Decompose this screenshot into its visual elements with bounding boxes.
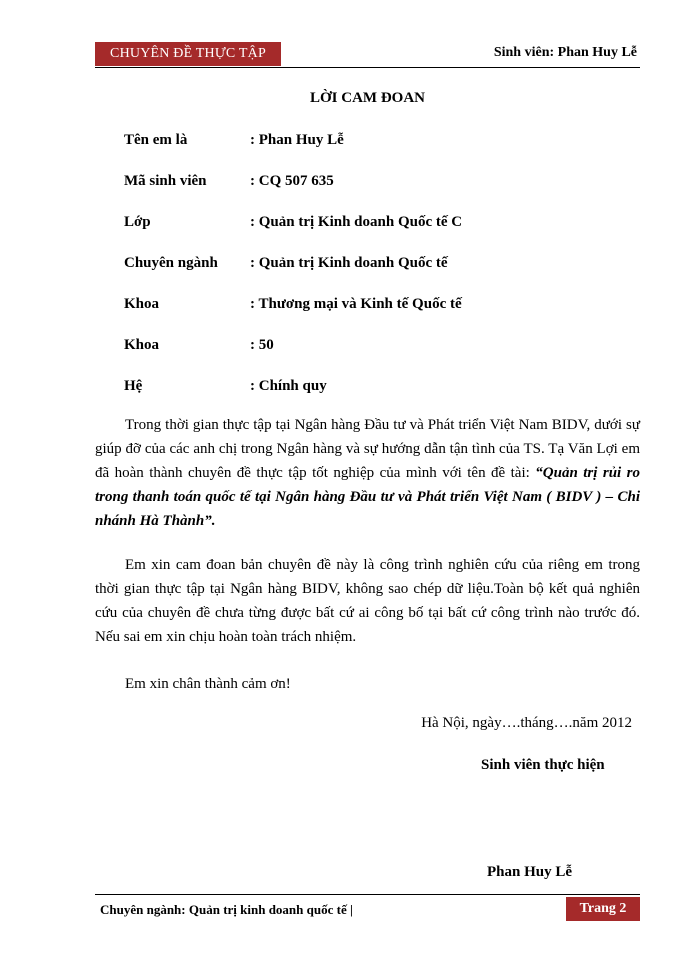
page-title: LỜI CAM ĐOAN xyxy=(310,90,425,106)
info-row-major xyxy=(124,253,644,294)
info-value: : Quản trị Kinh doanh Quốc tế C xyxy=(250,214,463,230)
info-value: : Chính quy xyxy=(250,378,327,394)
info-label: Hệ xyxy=(124,378,143,394)
info-label: Khoa xyxy=(124,296,160,312)
info-label: Chuyên ngành xyxy=(124,255,218,271)
info-row-cohort xyxy=(124,335,644,376)
header-section-tag: CHUYÊN ĐỀ THỰC TẬP xyxy=(95,42,281,66)
info-row-program xyxy=(124,376,644,417)
student-info-list xyxy=(124,130,644,417)
signer-name: Phan Huy Lễ xyxy=(487,864,573,880)
paragraph-thanks: Em xin chân thành cảm ơn! xyxy=(125,676,291,692)
date-line: Hà Nội, ngày….tháng….năm 2012 xyxy=(421,715,632,731)
info-row-student-id xyxy=(124,171,644,212)
info-value: : Phan Huy Lễ xyxy=(250,132,344,148)
signer-title: Sinh viên thực hiện xyxy=(481,757,605,773)
paragraph-declaration: Em xin cam đoan bản chuyên đề này là công trình nghiên cứu của riêng em trong thời gian thực tập tại Ngân hàng BIDV, không sao chép dữ liệu.Toàn bộ kết quả nghiên cứu của chuyên đề chưa từng được bất cứ ai công bố tại bất cứ công trình nào trước đó. Nếu sai em xin chịu hoàn toàn trách nhiệm. xyxy=(95,557,640,645)
info-value: : 50 xyxy=(250,337,274,353)
header-student-name: Sinh viên: Phan Huy Lễ xyxy=(493,45,637,60)
info-row-name xyxy=(124,130,644,171)
info-value: : Quản trị Kinh doanh Quốc tế xyxy=(250,255,448,271)
info-row-faculty xyxy=(124,294,644,335)
footer-page-number: Trang 2 xyxy=(566,897,640,921)
info-label: Mã sinh viên xyxy=(124,173,207,189)
info-label: Lớp xyxy=(124,214,151,230)
paragraph-end: . xyxy=(211,513,216,529)
thesis-topic: “Quản trị rủi ro trong thanh toán quốc tế tại Ngân hàng Đầu tư và Phát triển Việt Nam ( BIDV ) – Chi nhánh Hà Thành” xyxy=(95,465,641,529)
info-label: Tên em là xyxy=(124,132,188,148)
header-divider xyxy=(95,67,640,68)
info-value: : CQ 507 635 xyxy=(250,173,334,189)
info-label: Khoa xyxy=(124,337,160,353)
footer-major: Chuyên ngành: Quản trị kinh doanh quốc tế | xyxy=(100,902,353,917)
paragraph-internship xyxy=(95,413,640,533)
paragraph-text: Trong thời gian thực tập tại Ngân hàng Đầu tư và Phát triển Việt Nam BIDV, dưới sự giúp đỡ của các anh chị trong Ngân hàng và sự hướng dẫn tận tình của TS. Tạ Văn Lợi em đã hoàn thành chuyên đề thực tập tốt nghiệp của mình với tên đề tài: xyxy=(95,417,640,481)
info-value: : Thương mại và Kinh tế Quốc tế xyxy=(250,296,462,312)
footer-divider xyxy=(95,894,640,895)
info-row-class xyxy=(124,212,644,253)
